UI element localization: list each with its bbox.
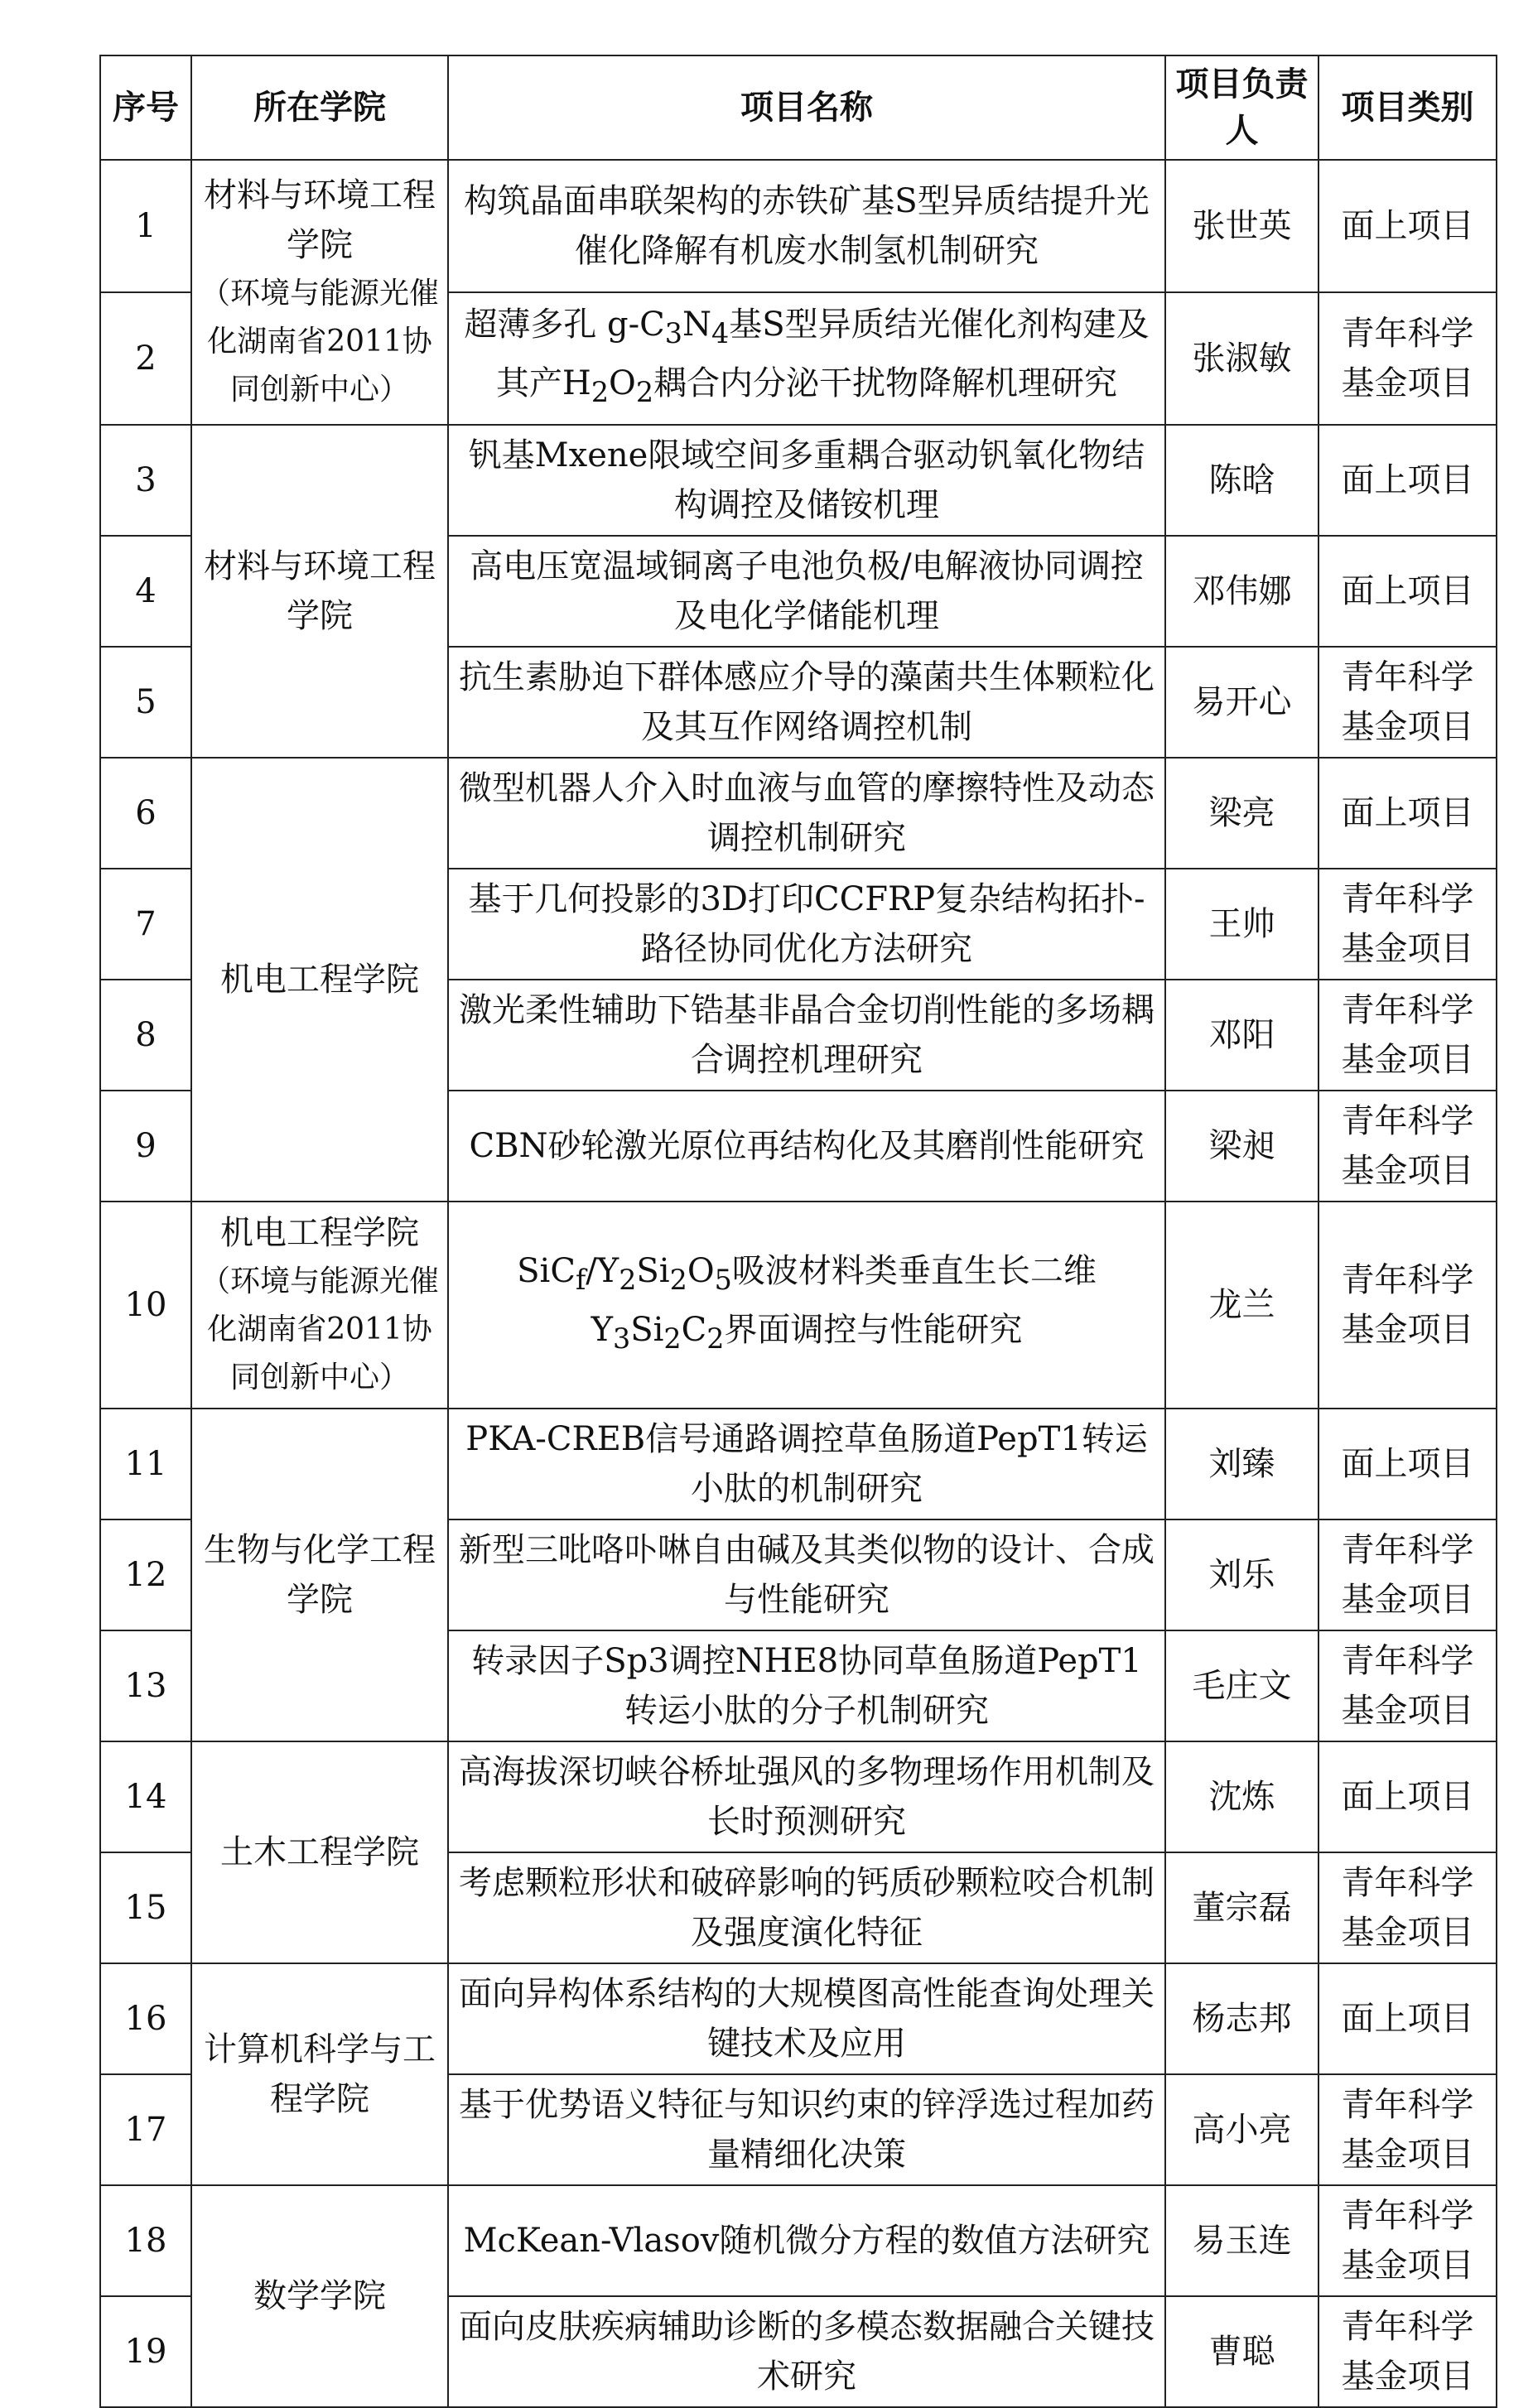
row-no: 18 bbox=[100, 2185, 191, 2296]
subscript: 2 bbox=[591, 376, 610, 408]
project-leader: 梁昶 bbox=[1165, 1091, 1318, 1202]
table-row bbox=[100, 758, 1497, 869]
subscript: 3 bbox=[664, 317, 683, 349]
project-leader: 刘臻 bbox=[1165, 1409, 1318, 1519]
project-leader: 邓阳 bbox=[1165, 980, 1318, 1091]
project-name: 新型三吡咯卟啉自由碱及其类似物的设计、合成与性能研究 bbox=[448, 1519, 1165, 1630]
project-category: 青年科学基金项目 bbox=[1318, 2074, 1497, 2185]
project-name: 高电压宽温域铜离子电池负极/电解液协同调控及电化学储能机理 bbox=[448, 536, 1165, 647]
project-name: 构筑晶面串联架构的赤铁矿基S型异质结提升光催化降解有机废水制氢机制研究 bbox=[448, 160, 1165, 292]
project-name: 面向异构体系结构的大规模图高性能查询处理关键技术及应用 bbox=[448, 1963, 1165, 2074]
subscript: 4 bbox=[711, 317, 730, 349]
project-leader: 曹聪 bbox=[1165, 2296, 1318, 2407]
subscript: 2 bbox=[635, 376, 654, 408]
college-cell bbox=[191, 758, 448, 1202]
college-name: 机电工程学院 bbox=[220, 961, 419, 999]
college-name: 材料与环境工程学院 bbox=[204, 547, 436, 635]
project-leader: 梁亮 bbox=[1165, 758, 1318, 869]
name-part: 吸波材料类垂直生长二维 Y bbox=[591, 1252, 1097, 1349]
row-no: 3 bbox=[100, 425, 191, 536]
project-leader: 毛庄文 bbox=[1165, 1630, 1318, 1741]
project-category: 青年科学基金项目 bbox=[1318, 1630, 1497, 1741]
project-leader: 沈炼 bbox=[1165, 1741, 1318, 1852]
college-name: 土木工程学院 bbox=[220, 1833, 419, 1871]
header-no: 序号 bbox=[100, 55, 191, 160]
college-note: （环境与能源光催化湖南省2011协同创新中心） bbox=[200, 277, 440, 407]
project-category: 面上项目 bbox=[1318, 160, 1497, 292]
project-leader: 易开心 bbox=[1165, 647, 1318, 758]
row-no: 12 bbox=[100, 1519, 191, 1630]
project-category: 青年科学基金项目 bbox=[1318, 647, 1497, 758]
name-part: O bbox=[609, 364, 636, 402]
college-name: 材料与环境工程学院 bbox=[204, 176, 436, 264]
subscript: 2 bbox=[663, 1322, 682, 1355]
project-name bbox=[448, 292, 1165, 425]
table-header-row bbox=[100, 55, 1497, 160]
college-note: （环境与能源光催化湖南省2011协同创新中心） bbox=[200, 1264, 440, 1394]
row-no: 15 bbox=[100, 1852, 191, 1963]
subscript: 3 bbox=[612, 1322, 631, 1355]
project-table bbox=[99, 55, 1497, 2408]
college-cell bbox=[191, 1409, 448, 1741]
project-name: 高海拔深切峡谷桥址强风的多物理场作用机制及长时预测研究 bbox=[448, 1741, 1165, 1852]
project-category: 青年科学基金项目 bbox=[1318, 1202, 1497, 1409]
name-part: N bbox=[682, 306, 712, 344]
table-row bbox=[100, 1963, 1497, 2074]
header-category: 项目类别 bbox=[1318, 55, 1497, 160]
table-row bbox=[100, 1202, 1497, 1409]
project-name: 钒基Mxene限域空间多重耦合驱动钒氧化物结构调控及储铵机理 bbox=[448, 425, 1165, 536]
name-part: 耦合内分泌干扰物降解机理研究 bbox=[653, 364, 1118, 402]
project-leader: 易玉连 bbox=[1165, 2185, 1318, 2296]
project-leader: 王帅 bbox=[1165, 869, 1318, 980]
table-row bbox=[100, 2185, 1497, 2296]
name-part: /Y bbox=[586, 1252, 619, 1290]
project-category: 青年科学基金项目 bbox=[1318, 292, 1497, 425]
subscript: 2 bbox=[706, 1322, 725, 1355]
college-name: 数学学院 bbox=[253, 2277, 386, 2315]
project-leader: 张淑敏 bbox=[1165, 292, 1318, 425]
project-name: 抗生素胁迫下群体感应介导的藻菌共生体颗粒化及其互作网络调控机制 bbox=[448, 647, 1165, 758]
college-cell bbox=[191, 160, 448, 425]
row-no: 7 bbox=[100, 869, 191, 980]
row-no: 11 bbox=[100, 1409, 191, 1519]
college-name: 计算机科学与工程学院 bbox=[204, 2030, 436, 2118]
college-name: 生物与化学工程学院 bbox=[204, 1531, 436, 1619]
project-name: 基于优势语义特征与知识约束的锌浮选过程加药量精细化决策 bbox=[448, 2074, 1165, 2185]
row-no: 19 bbox=[100, 2296, 191, 2407]
project-leader: 陈晗 bbox=[1165, 425, 1318, 536]
subscript: 5 bbox=[714, 1264, 732, 1296]
project-leader: 张世英 bbox=[1165, 160, 1318, 292]
subscript: f bbox=[575, 1264, 586, 1296]
row-no: 9 bbox=[100, 1091, 191, 1202]
row-no: 14 bbox=[100, 1741, 191, 1852]
college-cell bbox=[191, 1963, 448, 2185]
project-name: 面向皮肤疾病辅助诊断的多模态数据融合关键技术研究 bbox=[448, 2296, 1165, 2407]
project-category: 面上项目 bbox=[1318, 1741, 1497, 1852]
name-part: Si bbox=[636, 1252, 670, 1290]
project-name: 基于几何投影的3D打印CCFRP复杂结构拓扑-路径协同优化方法研究 bbox=[448, 869, 1165, 980]
name-part: 基S型异质结光催化剂构建及其产H bbox=[495, 306, 1150, 402]
subscript: 2 bbox=[669, 1264, 687, 1296]
project-category: 面上项目 bbox=[1318, 1963, 1497, 2074]
project-category: 青年科学基金项目 bbox=[1318, 1852, 1497, 1963]
project-name: 微型机器人介入时血液与血管的摩擦特性及动态调控机制研究 bbox=[448, 758, 1165, 869]
project-leader: 龙兰 bbox=[1165, 1202, 1318, 1409]
name-part: O bbox=[687, 1252, 715, 1290]
row-no: 2 bbox=[100, 292, 191, 425]
project-name: PKA-CREB信号通路调控草鱼肠道PepT1转运小肽的机制研究 bbox=[448, 1409, 1165, 1519]
project-name: 转录因子Sp3调控NHE8协同草鱼肠道PepT1转运小肽的分子机制研究 bbox=[448, 1630, 1165, 1741]
college-name: 机电工程学院 bbox=[220, 1214, 419, 1252]
row-no: 16 bbox=[100, 1963, 191, 2074]
row-no: 8 bbox=[100, 980, 191, 1091]
project-category: 青年科学基金项目 bbox=[1318, 980, 1497, 1091]
project-category: 青年科学基金项目 bbox=[1318, 2185, 1497, 2296]
name-part: SiC bbox=[517, 1252, 576, 1290]
project-name: 激光柔性辅助下锆基非晶合金切削性能的多场耦合调控机理研究 bbox=[448, 980, 1165, 1091]
project-category: 面上项目 bbox=[1318, 1409, 1497, 1519]
table-row bbox=[100, 425, 1497, 536]
name-part: 界面调控与性能研究 bbox=[724, 1311, 1023, 1349]
project-leader: 邓伟娜 bbox=[1165, 536, 1318, 647]
row-no: 4 bbox=[100, 536, 191, 647]
project-category: 面上项目 bbox=[1318, 536, 1497, 647]
project-category: 面上项目 bbox=[1318, 425, 1497, 536]
header-college: 所在学院 bbox=[191, 55, 448, 160]
table-row bbox=[100, 160, 1497, 292]
project-leader: 高小亮 bbox=[1165, 2074, 1318, 2185]
college-cell bbox=[191, 2185, 448, 2407]
name-part: Si bbox=[630, 1311, 664, 1349]
row-no: 13 bbox=[100, 1630, 191, 1741]
project-category: 青年科学基金项目 bbox=[1318, 1519, 1497, 1630]
name-part: 超薄多孔 g-C bbox=[464, 306, 665, 344]
table-row bbox=[100, 1741, 1497, 1852]
project-name: CBN砂轮激光原位再结构化及其磨削性能研究 bbox=[448, 1091, 1165, 1202]
row-no: 10 bbox=[100, 1202, 191, 1409]
project-leader: 董宗磊 bbox=[1165, 1852, 1318, 1963]
row-no: 5 bbox=[100, 647, 191, 758]
project-name bbox=[448, 1202, 1165, 1409]
project-category: 青年科学基金项目 bbox=[1318, 1091, 1497, 1202]
header-name: 项目名称 bbox=[448, 55, 1165, 160]
college-cell bbox=[191, 1741, 448, 1963]
project-name: McKean-Vlasov随机微分方程的数值方法研究 bbox=[448, 2185, 1165, 2296]
project-name: 考虑颗粒形状和破碎影响的钙质砂颗粒咬合机制及强度演化特征 bbox=[448, 1852, 1165, 1963]
subscript: 2 bbox=[619, 1264, 637, 1296]
project-leader: 杨志邦 bbox=[1165, 1963, 1318, 2074]
name-part: C bbox=[681, 1311, 707, 1349]
row-no: 1 bbox=[100, 160, 191, 292]
project-category: 青年科学基金项目 bbox=[1318, 869, 1497, 980]
header-leader: 项目负责人 bbox=[1165, 55, 1318, 160]
project-category: 青年科学基金项目 bbox=[1318, 2296, 1497, 2407]
table-row bbox=[100, 1409, 1497, 1519]
college-cell bbox=[191, 425, 448, 758]
project-leader: 刘乐 bbox=[1165, 1519, 1318, 1630]
row-no: 17 bbox=[100, 2074, 191, 2185]
row-no: 6 bbox=[100, 758, 191, 869]
college-cell bbox=[191, 1202, 448, 1409]
project-category: 面上项目 bbox=[1318, 758, 1497, 869]
